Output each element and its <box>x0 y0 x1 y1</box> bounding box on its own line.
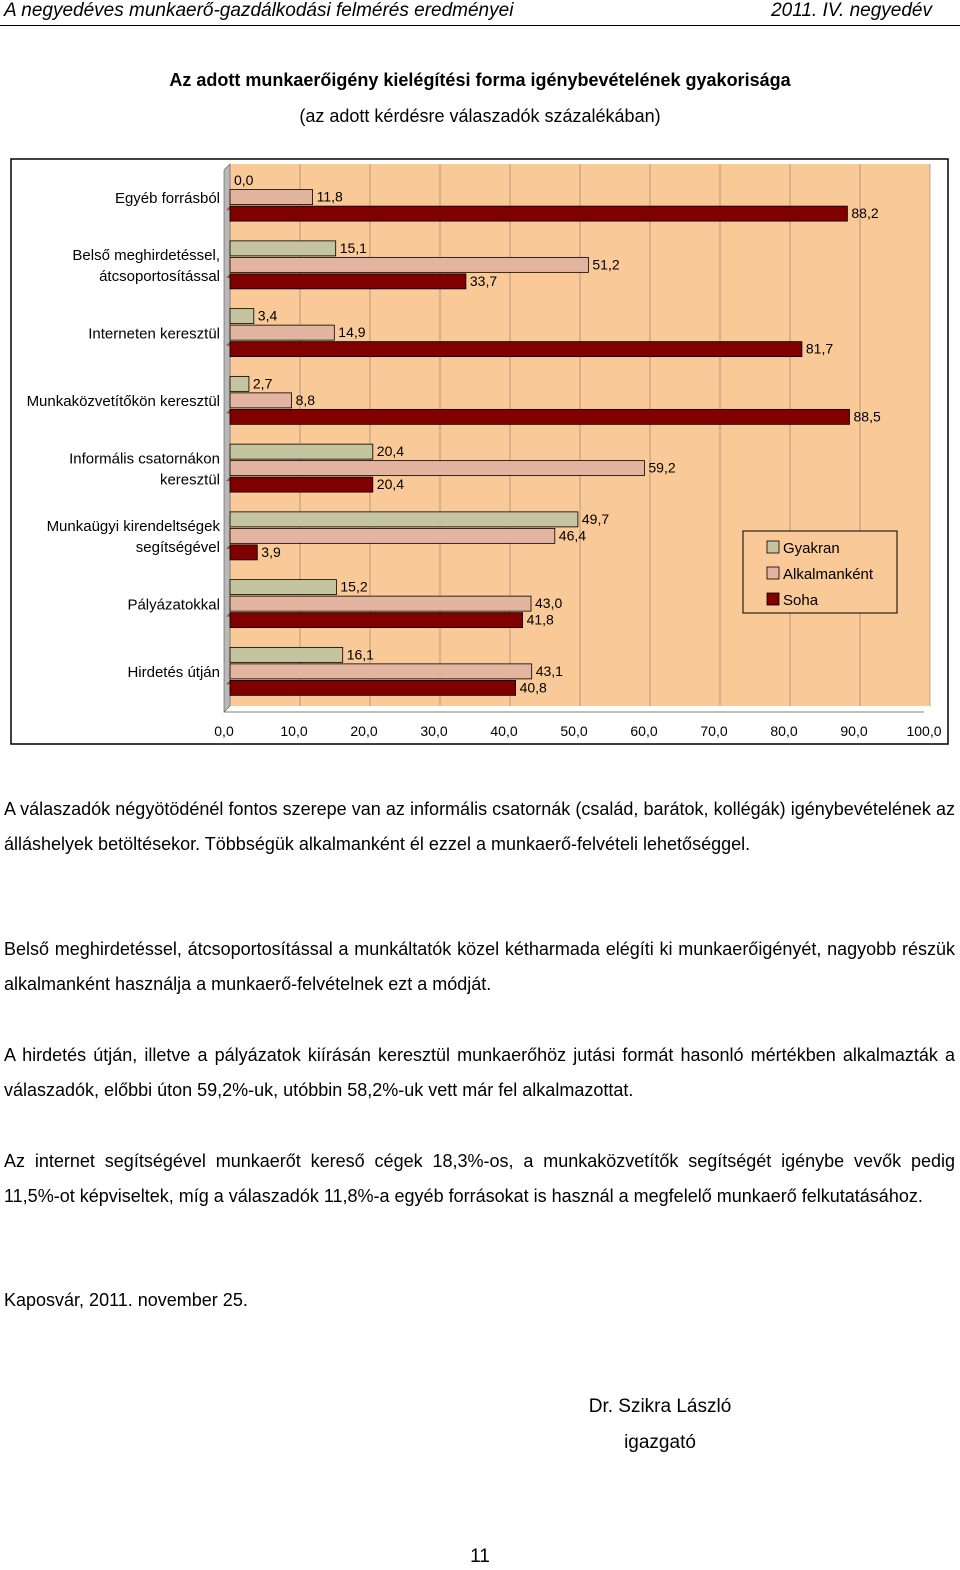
category-label: Belső meghirdetéssel, <box>72 247 220 265</box>
bar-value-label: 41,8 <box>526 611 554 628</box>
bar <box>230 528 555 543</box>
chart-title: Az adott munkaerőigény kielégítési forma igénybevételének gyakorisága <box>169 70 791 90</box>
bar <box>230 409 850 424</box>
legend-swatch <box>767 567 779 579</box>
x-tick-label: 30,0 <box>420 723 448 739</box>
chart-subtitle: (az adott kérdésre válaszadók százalékában) <box>299 106 661 126</box>
place-date: Kaposvár, 2011. november 25. <box>4 1290 248 1310</box>
bar <box>230 376 249 391</box>
bar <box>230 274 466 289</box>
header-period: 2011. IV. negyedév <box>771 0 932 21</box>
bar-value-label: 8,8 <box>295 391 316 408</box>
bar-value-label: 40,8 <box>519 679 547 696</box>
bar-value-label: 43,1 <box>535 662 563 679</box>
bar <box>230 393 292 408</box>
bar <box>230 477 373 492</box>
bar-value-label: 15,2 <box>340 578 368 595</box>
bar <box>230 545 257 560</box>
bar <box>230 664 532 679</box>
x-tick-label: 10,0 <box>280 723 308 739</box>
x-tick-label: 20,0 <box>350 723 378 739</box>
bar <box>230 342 802 357</box>
legend-label: Alkalmanként <box>783 566 874 583</box>
bar <box>230 444 373 459</box>
bar-value-label: 88,5 <box>853 408 881 425</box>
category-label: Egyéb forrásból <box>114 189 220 207</box>
bar-value-label: 20,4 <box>376 476 405 493</box>
bar-value-label: 88,2 <box>851 205 879 222</box>
category-label: segítségével <box>135 539 220 557</box>
bar <box>230 190 313 205</box>
bar <box>230 596 531 611</box>
bar <box>230 647 343 662</box>
bar-value-label: 59,2 <box>648 459 676 476</box>
bar-value-label: 16,1 <box>346 646 374 663</box>
x-tick-label: 60,0 <box>630 723 658 739</box>
x-tick-label: 80,0 <box>770 723 798 739</box>
category-label: Munkaközvetítőkön keresztül <box>26 393 220 411</box>
legend-swatch <box>767 541 779 553</box>
bar <box>230 461 644 476</box>
signature-name: Dr. Szikra László <box>588 1396 732 1417</box>
bar-value-label: 11,8 <box>316 188 343 205</box>
bar-value-label: 43,0 <box>535 595 563 612</box>
paragraph-1: A válaszadók négyötödénél fontos szerepe van az informális csatornák (család, barátok, kollégák) igénybevételének az álláshelyek betöltésekor. Többségük alkalmanként él ezzel a munkaerő-felvételi lehetőséggel. <box>4 799 955 854</box>
category-label: Munkaügyi kirendeltségek <box>46 518 220 536</box>
bar <box>230 613 523 628</box>
bar <box>230 241 336 256</box>
header-title: A negyedéves munkaerő-gazdálkodási felmérés eredményei <box>4 0 514 21</box>
signature-title: igazgató <box>624 1432 696 1453</box>
bar <box>230 580 336 595</box>
bar-value-label: 0,0 <box>234 172 254 189</box>
paragraph-4: Az internet segítségével munkaerőt kereső cégek 18,3%-os, a munkaközvetítők segítségét igénybe vevők pedig 11,5%-ot képviseltek, míg a válaszadók 11,8%-a egyéb forrásokat is használ a megfelelő munkaerő felkutatásához. <box>4 1151 955 1206</box>
plot-side-wall <box>224 164 230 712</box>
bar-value-label: 2,7 <box>252 375 273 392</box>
page-header <box>0 0 960 26</box>
bar-value-label: 49,7 <box>581 510 610 527</box>
category-label: Pályázatokkal <box>127 596 220 614</box>
bar-value-label: 33,7 <box>469 272 498 289</box>
bar-value-label: 15,1 <box>339 239 367 256</box>
paragraph-3: A hirdetés útján, illetve a pályázatok kiírásán keresztül munkaerőhöz jutási formát hasonló mértékben alkalmazták a válaszadók, előbbi úton 59,2%-uk, utóbbin 58,2%-uk vett már fel alkalmazottat. <box>4 1045 955 1100</box>
legend-label: Soha <box>783 592 819 609</box>
bar <box>230 680 516 695</box>
x-tick-label: 50,0 <box>560 723 588 739</box>
category-label: átcsoportosítással <box>99 268 220 286</box>
bar <box>230 257 588 272</box>
category-label: Informális csatornákon <box>69 450 220 468</box>
bar <box>230 309 254 324</box>
bar-chart <box>10 158 950 748</box>
legend-label: Gyakran <box>783 540 840 557</box>
x-tick-label: 0,0 <box>214 723 234 739</box>
paragraph-2: Belső meghirdetéssel, átcsoportosítással a munkáltatók közel kétharmada elégíti ki munkaerőigényét, nagyobb részük alkalmanként használja a munkaerő-felvételnek ezt a módját. <box>4 939 955 994</box>
x-tick-label: 70,0 <box>700 723 728 739</box>
bar <box>230 512 578 527</box>
category-label: Interneten keresztül <box>88 325 220 343</box>
bar-value-label: 3,9 <box>261 543 281 560</box>
x-tick-label: 90,0 <box>840 723 868 739</box>
bar-value-label: 20,4 <box>376 443 405 460</box>
x-tick-label: 40,0 <box>490 723 518 739</box>
bar-value-label: 81,7 <box>805 340 834 357</box>
legend-swatch <box>767 593 779 605</box>
bar-value-label: 46,4 <box>558 527 587 544</box>
bar-value-label: 3,4 <box>257 307 278 324</box>
category-label: Hirdetés útján <box>127 664 220 682</box>
category-label: keresztül <box>159 471 220 489</box>
bar <box>230 325 334 340</box>
x-tick-label: 100,0 <box>906 723 942 739</box>
page-number: 11 <box>470 1546 490 1567</box>
bar-value-label: 14,9 <box>338 324 366 341</box>
bar <box>230 206 847 221</box>
bar-value-label: 51,2 <box>592 256 620 273</box>
